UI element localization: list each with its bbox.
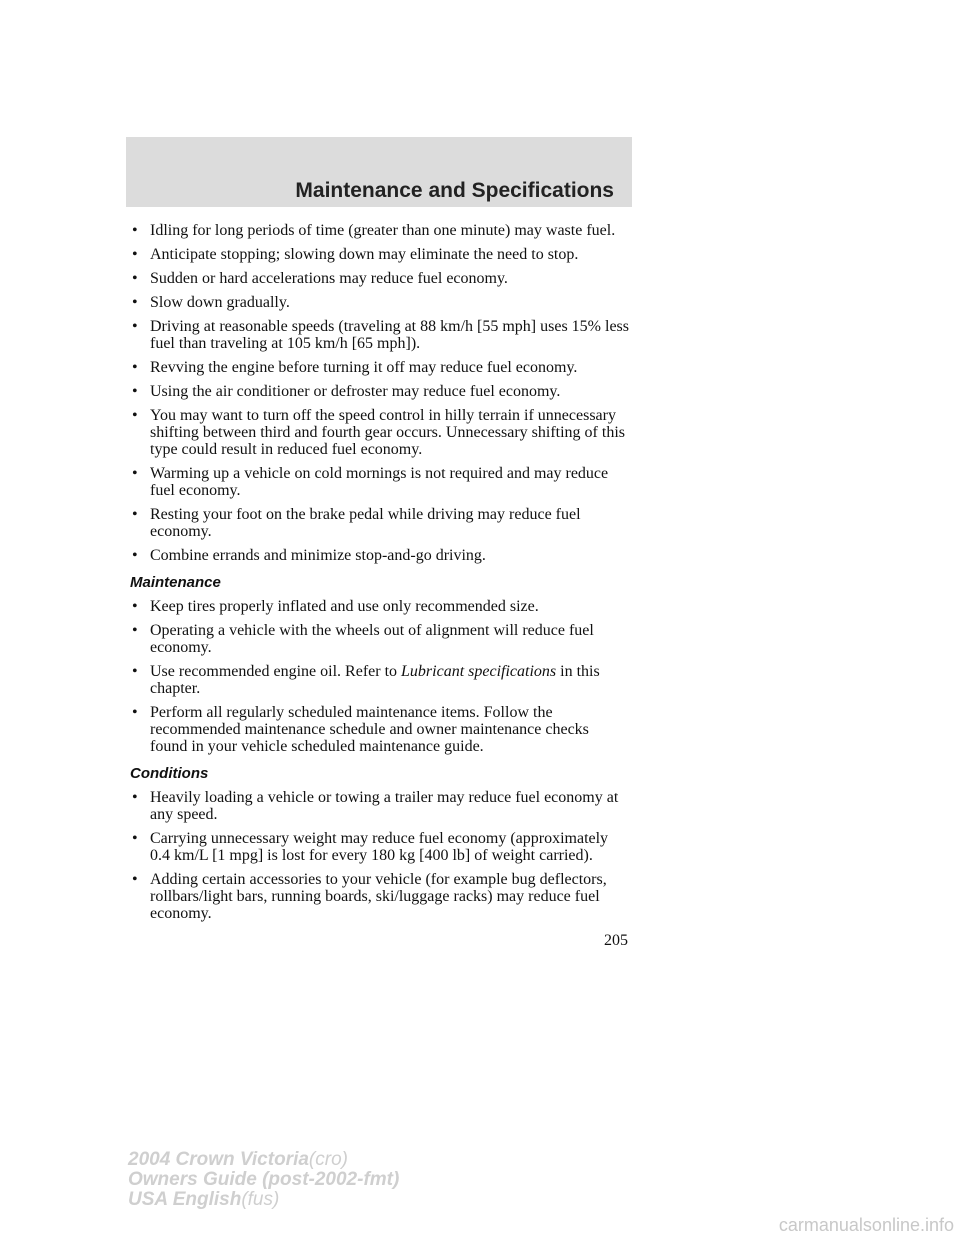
footer-line-2: Owners Guide (post-2002-fmt)	[128, 1169, 400, 1190]
bullet-icon: •	[132, 871, 138, 888]
bullet-icon: •	[132, 704, 138, 721]
conditions-heading: Conditions	[130, 765, 209, 782]
list-item	[130, 383, 630, 400]
list-item-text: Heavily loading a vehicle or towing a trailer may reduce fuel economy at any speed.	[150, 789, 619, 823]
footer-line-1	[128, 1150, 399, 1170]
bullet-icon: •	[132, 622, 138, 639]
footer-language-code: (fus)	[241, 1189, 280, 1210]
list-item-text: Driving at reasonable speeds (traveling at 88 km/h [55 mph] uses 15% less fuel than traveling at 105 km/h [65 mph]).	[150, 318, 629, 352]
bullet-icon: •	[132, 465, 138, 482]
list-item	[130, 789, 630, 823]
list-item	[130, 465, 630, 499]
list-item	[130, 246, 630, 263]
list-item-text: Slow down gradually.	[150, 294, 290, 311]
list-item-text: Operating a vehicle with the wheels out of alignment will reduce fuel economy.	[150, 622, 594, 656]
list-item	[130, 359, 630, 376]
maintenance-heading: Maintenance	[130, 574, 221, 591]
list-item-text: Using the air conditioner or defroster may reduce fuel economy.	[150, 383, 561, 400]
list-item	[130, 622, 630, 656]
maintenance-list	[130, 598, 630, 755]
list-item	[130, 547, 630, 564]
document-footer	[128, 1150, 399, 1210]
list-item	[130, 598, 630, 615]
list-item	[130, 704, 630, 755]
page-title: Maintenance and Specifications	[295, 179, 614, 202]
bullet-icon: •	[132, 547, 138, 564]
list-item	[130, 270, 630, 287]
list-item-text: Carrying unnecessary weight may reduce fuel economy (approximately 0.4 km/L [1 mpg] is lost for every 180 kg [400 lb] of weight carried).	[150, 830, 609, 864]
lubricant-specifications-reference: Lubricant specifications	[401, 663, 557, 680]
list-item-text: Resting your foot on the brake pedal while driving may reduce fuel economy.	[150, 506, 581, 540]
oil-text-before: Use recommended engine oil. Refer to	[150, 663, 402, 680]
list-item-text: Revving the engine before turning it off may reduce fuel economy.	[150, 359, 578, 376]
list-item	[130, 663, 630, 697]
bullet-icon: •	[132, 246, 138, 263]
list-item	[130, 407, 630, 458]
list-item	[130, 830, 630, 864]
page-number: 205	[604, 932, 628, 949]
bullet-icon: •	[132, 830, 138, 847]
list-item-text: Warming up a vehicle on cold mornings is not required and may reduce fuel economy.	[150, 465, 609, 499]
list-item	[130, 871, 630, 922]
bullet-icon: •	[132, 222, 138, 239]
footer-model: 2004 Crown Victoria	[128, 1149, 309, 1170]
list-item-text: Adding certain accessories to your vehicle (for example bug deflectors, rollbars/light bars, running boards, ski/luggage racks) may reduce fuel economy.	[150, 871, 607, 922]
list-item-text	[150, 663, 600, 697]
watermark: carmanualsonline.info	[778, 1215, 954, 1235]
conditions-list	[130, 789, 630, 922]
header-band	[126, 137, 632, 207]
main-content	[130, 222, 630, 929]
bullet-icon: •	[132, 663, 138, 680]
list-item	[130, 318, 630, 352]
bullet-icon: •	[132, 359, 138, 376]
bullet-icon: •	[132, 506, 138, 523]
list-item-text: Anticipate stopping; slowing down may eliminate the need to stop.	[150, 246, 579, 263]
list-item-text: Perform all regularly scheduled maintenance items. Follow the recommended maintenance schedule and owner maintenance checks found in your vehicle scheduled maintenance guide.	[150, 704, 589, 755]
bullet-icon: •	[132, 598, 138, 615]
footer-model-code: (cro)	[308, 1149, 348, 1170]
bullet-icon: •	[132, 789, 138, 806]
list-item-text: Idling for long periods of time (greater than one minute) may waste fuel.	[150, 222, 616, 239]
bullet-icon: •	[132, 407, 138, 424]
footer-language: USA English	[128, 1189, 242, 1210]
list-item	[130, 506, 630, 540]
list-item-text: Sudden or hard accelerations may reduce fuel economy.	[150, 270, 508, 287]
bullet-icon: •	[132, 294, 138, 311]
list-item-text: Combine errands and minimize stop-and-go driving.	[150, 547, 486, 564]
bullet-icon: •	[132, 383, 138, 400]
list-item-text: You may want to turn off the speed control in hilly terrain if unnecessary shifting between third and fourth gear occurs. Unnecessary shifting of this type could result in reduced fuel economy.	[150, 407, 625, 458]
bullet-icon: •	[132, 318, 138, 335]
bullet-icon: •	[132, 270, 138, 287]
footer-line-3	[128, 1190, 399, 1210]
fuel-tips-list	[130, 222, 630, 564]
oil-text-after: in this chapter.	[150, 663, 600, 697]
list-item	[130, 294, 630, 311]
list-item	[130, 222, 630, 239]
list-item-text: Keep tires properly inflated and use only recommended size.	[150, 598, 539, 615]
